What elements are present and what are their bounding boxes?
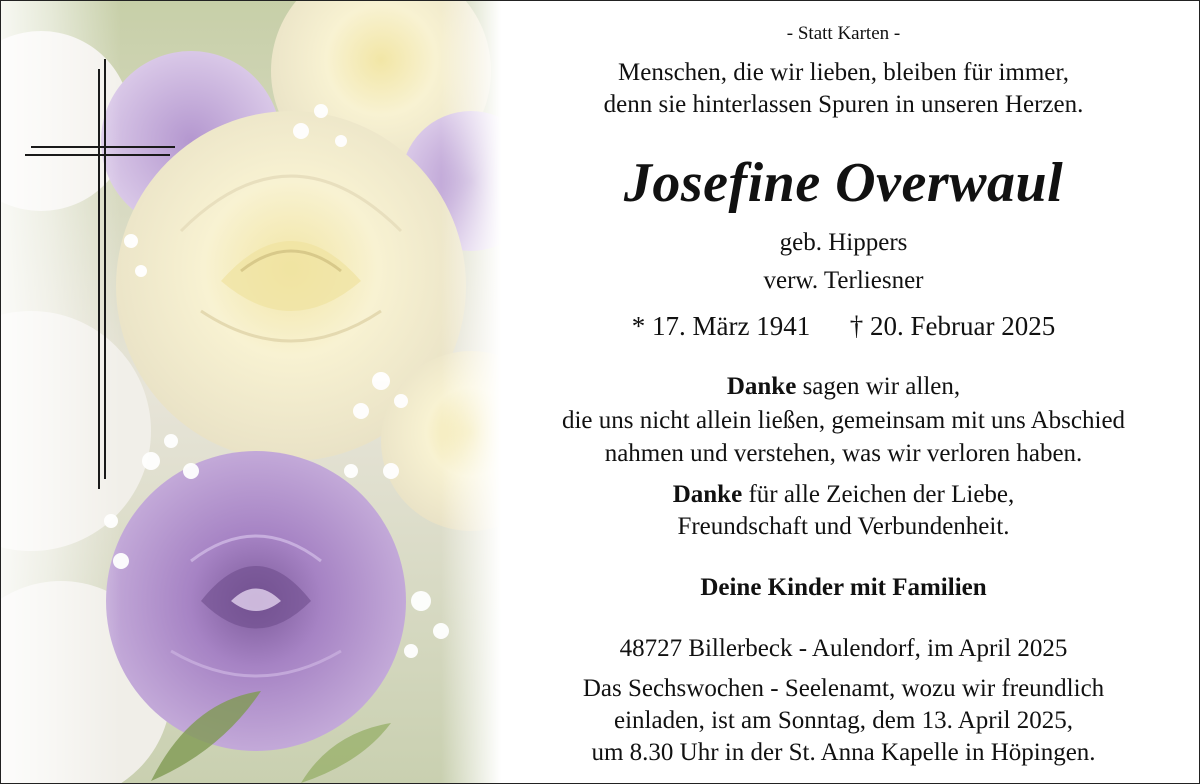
deceased-name: Josefine Overwaul xyxy=(623,152,1064,214)
place-date: 48727 Billerbeck - Aulendorf, im April 2025 xyxy=(619,635,1068,662)
thanks-bold: Danke xyxy=(726,373,797,400)
mass-line-3: um 8.30 Uhr in der St. Anna Kapelle in Höpingen. xyxy=(591,739,1096,766)
thanks-line-2: die uns nicht allein ließen, gemeinsam mit uns Abschied xyxy=(561,407,1126,434)
mass-line-2: einladen, ist am Sonntag, dem 13. April 2025, xyxy=(614,707,1073,734)
thanks2-line-1 xyxy=(511,481,1176,509)
death-date: † 20. Februar 2025 xyxy=(849,311,1056,341)
header-line: - Statt Karten - xyxy=(786,23,901,44)
thanks-rest: sagen wir allen, xyxy=(796,373,961,400)
thanks-line-3: nahmen und verstehen, was wir verloren haben. xyxy=(604,440,1083,467)
family-signature: Deine Kinder mit Familien xyxy=(700,574,987,601)
thanks2-line-2: Freundschaft und Verbundenheit. xyxy=(677,513,1010,540)
quote-line-1: Menschen, die wir lieben, bleiben für immer, xyxy=(618,59,1069,86)
widowed-name: verw. Terliesner xyxy=(763,267,924,294)
birth-name: geb. Hippers xyxy=(779,229,908,256)
mass-line-1: Das Sechswochen - Seelenamt, wozu wir freundlich xyxy=(582,675,1105,702)
roses-photo xyxy=(1,1,501,783)
cross-icon xyxy=(25,59,175,499)
birth-date: * 17. März 1941 xyxy=(631,311,811,341)
life-dates xyxy=(511,311,1176,342)
quote-line-2: denn sie hinterlassen Spuren in unseren Herzen. xyxy=(603,91,1084,118)
thanks2-rest: für alle Zeichen der Liebe, xyxy=(742,481,1015,508)
thanks-line-1 xyxy=(511,373,1176,401)
thanks2-bold: Danke xyxy=(672,481,743,508)
